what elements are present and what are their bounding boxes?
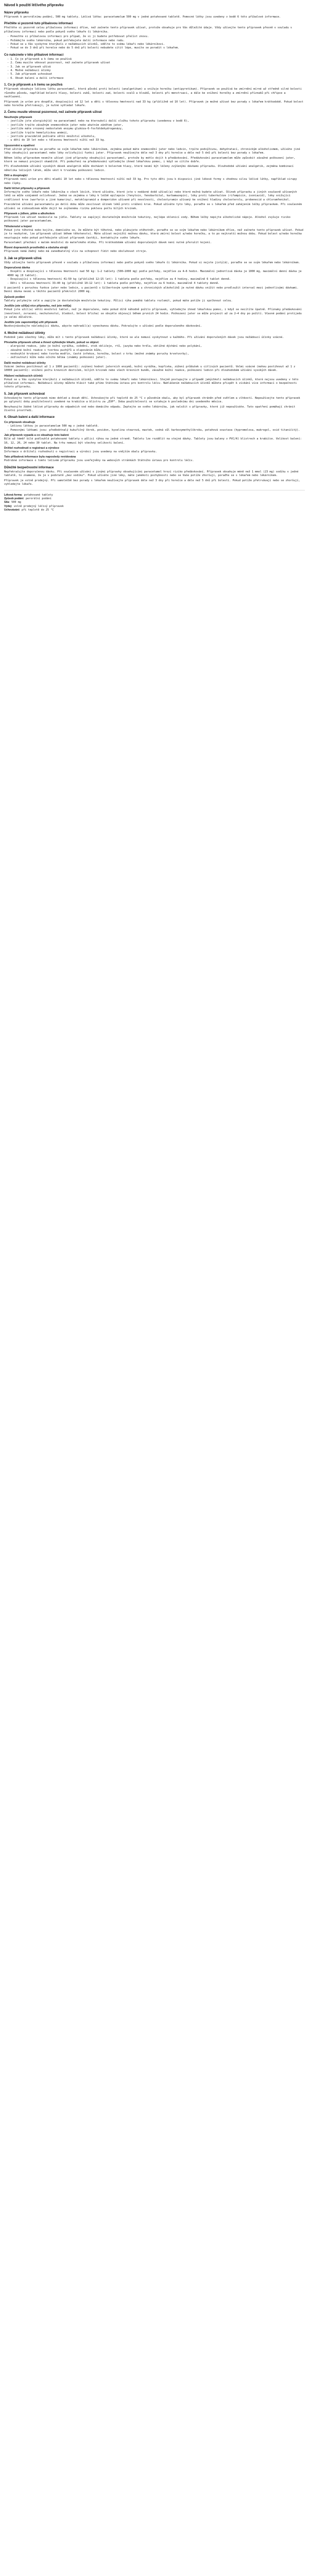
paragraph: Přečtěte si pozorně celou příbalovou informaci dříve, než začnete tento přípravek užívat, protože obsahuje pro Vás důležité údaje. Vždy užívejte tento přípravek přesně v souladu s příbalovou informací nebo podle pokynů svého lékaře či lékárníka. bbox=[4, 26, 293, 33]
footer-field bbox=[4, 494, 305, 497]
section-heading: Název přípravku bbox=[4, 11, 29, 14]
sub-heading: Doporučená dávka bbox=[4, 266, 30, 270]
paragraph: Nevyhazujte žádné léčivé přípravky do odpadních vod nebo domácího odpadu. Zeptejte se svého lékárníka, jak naložit s přípravky, které již nepoužíváte. Tato opatření pomáhají chránit životní prostředí. bbox=[4, 405, 296, 413]
list-item: - Pokud se do 3 dnů při horečce nebo do 5 dnů při bolesti nebudete cítit lépe, musíte se poradit s lékařem. bbox=[7, 46, 305, 50]
sub-heading: Způsob podání bbox=[4, 295, 25, 299]
paragraph: Během léčby přípravkem nesmíte užívat jiné přípravky obsahující paracetamol, protože by mohlo dojít k předávkování. Předávkování paracetamolem může způsobit závažné poškození jater, které se nemusí projevit okamžitě. Při podezření na předávkování vyhledejte ihned lékařskou pomoc, i když se cítíte dobře. bbox=[4, 156, 296, 163]
list-item: - Dospělí a dospívající s tělesnou hmotností nad 50 kg: 1–2 tablety (500–1000 mg) podle potřeby, nejdříve za 4–6 hodin. Maximální jednotlivá dávka je 1000 mg, maximální denní dávka je 4000 mg (8 tablet). bbox=[7, 270, 305, 278]
footer-field-label: Síla: bbox=[4, 501, 10, 504]
paragraph: Přípravek lze užívat nezávisle na jídle. Tablety se zapíjejí dostatečným množstvím tekutiny, nejlépe sklenicí vody. Během léčby nepijte alkoholické nápoje. Alkohol zvyšuje riziko poškození jater paracetamolem. bbox=[4, 216, 290, 223]
sub-heading: Co přípravek obsahuje bbox=[4, 421, 36, 425]
bullet-list bbox=[4, 345, 305, 360]
footer-field-value: 500 mg bbox=[11, 501, 21, 504]
section-heading: 1. Co je přípravek a k čemu se používá bbox=[4, 83, 63, 87]
section-heading: 3. Jak se přípravek užívá bbox=[4, 256, 42, 260]
section bbox=[4, 21, 305, 50]
list-item: - jestliže trpíte hemolytickou anémií, bbox=[7, 131, 305, 135]
list-item: - jestliže trpíte závažným onemocněním jater nebo akutním zánětem jater, bbox=[7, 124, 305, 127]
list-item: - Požádejte svého lékárníka, pokud potřebujete další informace nebo radu. bbox=[7, 39, 305, 43]
paragraph: Přípravek k perorálnímu podání, 500 mg tablety. Léčivá látka: paracetamolum 500 mg v jedné potahované tabletě. Pomocné látky jsou uvedeny v bodě 6 této příbalové informace. bbox=[4, 15, 281, 19]
sub-heading: Neužívejte přípravek bbox=[4, 116, 32, 120]
list-item: - 3. Jak se přípravek užívá bbox=[7, 65, 305, 69]
section bbox=[4, 415, 305, 463]
list-item: - zežloutnutí kůže nebo očního bělma (známky poškození jater). bbox=[7, 356, 305, 360]
sub-heading: Další léčivé přípravky a přípravek bbox=[4, 187, 50, 190]
sub-heading: Přestaňte přípravek užívat a ihned vyhledejte lékaře, pokud se objeví: bbox=[4, 341, 99, 345]
list-item: - 6. Obsah balení a další informace bbox=[7, 77, 305, 80]
paragraph: Nepřekračujte doporučenou dávku. Při současném užívání s jinými přípravky obsahujícími paracetamol hrozí riziko předávkování. Přípravek obsahuje méně než 1 mmol (23 mg) sodíku v jedné tabletě, to znamená, že je v podstatě „bez sodíku“. Pokud užíváte jiné léky, máte jakékoli pochybnosti nebo se Vaše potíže zhoršují, poraďte se s lékařem nebo lékárníkem. bbox=[4, 470, 299, 478]
sub-heading: Děti a dospívající bbox=[4, 174, 28, 178]
sub-heading: Řízení dopravních prostředků a obsluha strojů bbox=[4, 246, 68, 250]
paragraph: Pokud se u Vás vyskytne kterýkoli z nežádoucích účinků, sdělte to svému lékaři nebo lékárníkovi. Stejně postupujte v případě jakýchkoli nežádoucích účinků, které nejsou uvedeny v této příbalové informaci. Nežádoucí účinky můžete hlásit také přímo Státnímu ústavu pro kontrolu léčiv. Nahlášením nežádoucích účinků můžete přispět k získání více informací o bezpečnosti tohoto přípravku. bbox=[4, 378, 299, 389]
list-item: - alergické reakce, jako je kožní vyrážka, svědění, otok obličeje, rtů, jazyka nebo hrdla, obtížné dýchání nebo polykání, bbox=[7, 345, 305, 348]
list-item: - jestliže jste alergický(á) na paracetamol nebo na kteroukoli další složku tohoto přípravku (uvedenou v bodě 6), bbox=[7, 120, 305, 123]
bullet-list bbox=[4, 58, 305, 80]
paragraph: Vždy užívejte tento přípravek přesně v souladu s příbalovou informací nebo podle pokynů svého lékaře či lékárníka. Pokud si nejste jistý(á), poraďte se se svým lékařem nebo lékárníkem. bbox=[4, 261, 300, 264]
list-item: - Léčivou látkou je paracetamolum 500 mg v jedné tabletě. bbox=[7, 425, 305, 428]
section-heading: 6. Obsah balení a další informace bbox=[4, 415, 55, 419]
section-heading: 2. Čemu musíte věnovat pozornost, než začnete přípravek užívat bbox=[4, 110, 102, 114]
list-item: - Pomocnými látkami jsou: předbobtnalý kukuřičný škrob, povidon, kyselina stearová, mastek, sodná sůl karboxymethylškrobu, potahová soustava (hypromelosa, makrogol, oxid titaničitý). bbox=[7, 429, 305, 432]
section-heading: 4. Možné nežádoucí účinky bbox=[4, 331, 45, 335]
bullet-list bbox=[4, 35, 305, 50]
sub-heading: Těhotenství a kojení bbox=[4, 225, 32, 228]
paragraph: Přípravek je volně prodejný. Při samoléčbě bez porady s lékařem neužívejte přípravek déle než 3 dny při horečce a déle než 5 dnů při bolesti. Pokud potíže přetrvávají nebo se zhoršují, vyhledejte lékaře. bbox=[4, 479, 300, 486]
footer-field-label: Uchovávání: bbox=[4, 509, 20, 512]
sub-heading: Upozornění a opatření bbox=[4, 144, 35, 147]
section-heading: Přečtěte si pozorně tuto příbalovou informaci bbox=[4, 22, 73, 26]
section bbox=[4, 53, 305, 80]
section bbox=[4, 82, 305, 108]
list-item: - neobvyklé krvácení nebo tvorba modřin, časté infekce, horečka, bolest v krku (možné známky poruchy krvetvorby), bbox=[7, 352, 305, 356]
paragraph: Podrobné informace o tomto léčivém přípravku jsou uveřejněny na webových stránkách Státního ústavu pro kontrolu léčiv. bbox=[4, 459, 194, 463]
list-item: - Dospívající s tělesnou hmotností 41–50 kg (přibližně 12–15 let): 1 tableta podle potřeby, nejdříve za 4 hodiny, maximálně 6 tablet denně. bbox=[7, 278, 305, 281]
sub-heading: Jestliže jste zapomněl(a) užít přípravek bbox=[4, 321, 58, 325]
section-heading: Důležité bezpečnostní informace bbox=[4, 465, 54, 469]
list-item: - jestliže pravidelně požíváte větší množství alkoholu, bbox=[7, 135, 305, 139]
section-heading: Co naleznete v této příbalové informaci bbox=[4, 53, 64, 57]
section bbox=[4, 331, 305, 389]
paragraph: Nezdvojnásobujte následující dávku, abyste nahradil(a) vynechanou dávku. Pokračujte v užívání podle doporučeného dávkování. bbox=[4, 325, 202, 328]
section bbox=[4, 10, 305, 19]
sub-heading: Přípravek s jídlem, pitím a alkoholem bbox=[4, 212, 55, 216]
paragraph: Podobně jako všechny léky, může mít i tento přípravek nežádoucí účinky, které se ale nemusí vyskytnout u každého. Při užívání doporučených dávek jsou nežádoucí účinky vzácné. bbox=[4, 335, 284, 339]
footer-field-label: Léková forma: bbox=[4, 493, 23, 497]
section bbox=[4, 465, 305, 487]
paragraph: Před užitím přípravku se poraďte se svým lékařem nebo lékárníkem, zejména pokud máte onemocnění jater nebo ledvin, trpíte podvýživou, dehydratací, chronickým alkoholismem, užíváte jiné léky obsahující paracetamol nebo léky ovlivňující funkci jater. Přípravek neužívejte déle než 3 dny při horečce a déle než 5 dnů při bolesti bez porady s lékařem. bbox=[4, 147, 300, 155]
bullet-list bbox=[4, 425, 305, 432]
paragraph: Přípravek není určen pro děti mladší 10 let nebo s tělesnou hmotností nižší než 33 kg. Pro tyto děti jsou k dispozici jiné lékové formy s vhodnou silou léčivé látky, například sirupy nebo čípky. bbox=[4, 178, 297, 185]
bullet-list bbox=[4, 120, 305, 142]
document-sections bbox=[4, 10, 305, 487]
footer-field-value: při teplotě do 25 °C bbox=[21, 509, 54, 512]
paragraph: Informujte svého lékaře nebo lékárníka o všech lécích, které užíváte, které jste v nedávné době užíval(a) nebo které možná budete užívat. Účinek přípravku a jiných současně užívaných léků se může vzájemně ovlivňovat. Jedná se zejména o léky k léčbě epilepsie (fenytoin, fenobarbital, karbamazepin), léky proti tuberkulóze (rifampicin, isoniazid), léky snižující srážlivost krve (warfarin a jiné kumariny), metoklopramid a domperidon užívané při nevolnosti, cholestyramin užívaný ke snížení hladiny cholesterolu, probenecid a chloramfenikol. bbox=[4, 191, 297, 201]
paragraph: Při dlouhodobém užívání vysokých dávek analgetik může docházet k bolestem hlavy, které nesmí být léčeny zvýšenými dávkami přípravku. Dlouhodobé užívání analgetik, zejména kombinací několika léčivých látek, může vést k trvalému poškození ledvin. bbox=[4, 165, 294, 172]
paragraph: Pokud jste užil(a) větší množství tablet, než je doporučeno, nebo pokud dítě náhodně požilo přípravek, vyhledejte ihned lékařskou pomoc, i když se necítíte špatně. Příznaky předávkování (nevolnost, zvracení, nechutenství, bledost, bolest břicha) se obvykle objevují během prvních 24 hodin. Poškození jater se může projevit až za 2–4 dny po požití. Včasné podání protijedu je velmi důležité. bbox=[4, 308, 302, 319]
paragraph: Bílé až téměř bílé podlouhlé potahované tablety s půlicí rýhou na jedné straně. Tabletu lze rozdělit na stejné dávky. Tablety jsou baleny v PVC/Al blistrech a krabičce. Velikost balení: 10, 12, 20, 24 nebo 30 tablet. Na trhu nemusí být všechny velikosti balení. bbox=[4, 437, 302, 445]
footer-field bbox=[4, 505, 305, 509]
sub-heading: Jestliže jste užil(a) více přípravku, než jste měl(a) bbox=[4, 304, 72, 308]
list-item: - jestliže máte vrozený nedostatek enzymu glukóza-6-fosfátdehydrogenázy, bbox=[7, 127, 305, 131]
sub-heading: Držitel rozhodnutí o registraci a výrobce bbox=[4, 447, 59, 450]
list-item: - u dětí do 10 let nebo s tělesnou hmotností nižší než 33 kg. bbox=[7, 139, 305, 142]
footer-field bbox=[4, 497, 305, 501]
paragraph: Přípravek obsahuje léčivou látku paracetamol, která působí proti bolesti (analgetikum) a snižuje horečku (antipyretikum). Přípravek se používá ke zmírnění mírné až středně silné bolesti různého původu, například bolesti hlavy, bolesti zubů, bolesti zad, bolesti svalů a kloubů, bolesti při menstruaci, a dále ke snížení horečky a zmírnění příznaků při chřipce a nachlazení. bbox=[4, 88, 302, 99]
sub-heading: Jak přípravek vypadá a co obsahuje toto balení bbox=[4, 434, 69, 437]
bullet-list bbox=[4, 270, 305, 285]
list-item: - 5. Jak přípravek uchovávat bbox=[7, 73, 305, 76]
footer-field-label: Způsob podání: bbox=[4, 497, 24, 500]
footer-field-value: potahované tablety bbox=[24, 493, 53, 497]
document-footer bbox=[4, 494, 305, 513]
footer-field-value: perorální podání bbox=[26, 497, 52, 500]
paragraph: Pravidelné užívání paracetamolu po delší dobu může zesilovat účinek léků proti srážení krve. Pokud užíváte tyto léky, poraďte se s lékařem před zahájením léčby přípravkem. Při současném užívání se zidovudinem může dojít ke zvýšenému riziku poklesu počtu bílých krvinek. bbox=[4, 203, 302, 210]
footer-field bbox=[4, 501, 305, 504]
paragraph: Pokud jste těhotná nebo kojíte, domníváte se, že můžete být těhotná, nebo plánujete otěhotnět, poraďte se se svým lékařem nebo lékárníkem dříve, než začnete tento přípravek užívat. Pokud je to nezbytné, lze přípravek užívat během těhotenství. Máte užívat nejnižší možnou dávku, která zmírní bolest a/nebo horečku, a to po nejkratší možnou dobu. Pokud bolest a/nebo horečka neustupuje nebo pokud potřebujete užívat přípravek častěji, kontaktujte svého lékaře. bbox=[4, 228, 303, 240]
footer-field bbox=[4, 509, 305, 512]
sub-heading: Další možné nežádoucí účinky bbox=[4, 361, 46, 365]
paragraph: Vzácné (mohou postihnout až 1 z 1000 pacientů): zvýšení hodnot jaterních enzymů, kožní vyrážka, kopřivka, zúžení průdušek u citlivých pacientů. Velmi vzácné (mohou postihnout až 1 z 10000 pacientů): snížení počtu krevních destiček, bílých krvinek nebo všech krevních buněk, závažné kožní reakce, poškození ledvin při dlouhodobém užívání vysokých dávek. bbox=[4, 365, 296, 372]
section bbox=[4, 392, 305, 413]
section-heading: 5. Jak přípravek uchovávat bbox=[4, 392, 45, 396]
paragraph: Informace o držiteli rozhodnutí o registraci a výrobci jsou uvedeny na vnějším obalu přípravku. bbox=[4, 450, 157, 454]
list-item: - 1. Co je přípravek a k čemu se používá bbox=[7, 58, 305, 61]
paragraph: Přípravek nemá žádný nebo má zanedbatelný vliv na schopnost řídit nebo obsluhovat stroje. bbox=[4, 250, 147, 253]
list-item: - závažné kožní reakce s tvorbou puchýřů a olupováním kůže, bbox=[7, 349, 305, 352]
list-item: - Ponechte si příbalovou informaci pro případ, že si ji budete potřebovat přečíst znovu. bbox=[7, 35, 305, 39]
sub-heading: Tato příbalová informace byla naposledy revidována bbox=[4, 455, 76, 459]
sub-heading: Hlášení nežádoucích účinků bbox=[4, 374, 43, 378]
list-item: - Děti s tělesnou hmotností 33–40 kg (přibližně 10–12 let): 1 tableta podle potřeby, nejdříve za 6 hodin, maximálně 4 tablety denně. bbox=[7, 282, 305, 285]
section bbox=[4, 256, 305, 329]
list-item: - 2. Čemu musíte věnovat pozornost, než začnete přípravek užívat bbox=[7, 61, 305, 65]
footer-field-value: volně prodejný léčivý přípravek bbox=[13, 504, 64, 508]
list-item: - Pokud se u Vás vyskytne kterýkoli z nežádoucích účinků, sdělte to svému lékaři nebo lékárníkovi. bbox=[7, 43, 305, 46]
document-title: Návod k použití léčivého přípravku bbox=[4, 4, 64, 7]
list-item: - 4. Možné nežádoucí účinky bbox=[7, 69, 305, 73]
section bbox=[4, 110, 305, 254]
paragraph: Tablety polykejte celé a zapijte je dostatečným množstvím tekutiny. Půlicí rýha pomáhá tabletu rozlomit, pokud máte potíže ji spolknout celou. bbox=[4, 299, 233, 302]
paragraph: Uchovávejte tento přípravek mimo dohled a dosah dětí. Uchovávejte při teplotě do 25 °C v původním obalu, aby byl přípravek chráněn před světlem a vlhkostí. Nepoužívejte tento přípravek po uplynutí doby použitelnosti uvedené na krabičce a blistru za „EXP“. Doba použitelnosti se vztahuje k poslednímu dni uvedeného měsíce. bbox=[4, 396, 300, 404]
document bbox=[0, 0, 309, 519]
paragraph: Přípravek je určen pro dospělé, dospívající od 12 let a děti s tělesnou hmotností nad 33 kg (přibližně od 10 let). Přípravek je možné užívat bez porady s lékařem krátkodobě. Pokud bolest nebo horečka přetrvávají, je nutné vyhledat lékaře. bbox=[4, 100, 303, 107]
paragraph: U pacientů s poruchou funkce jater nebo ledvin, u pacientů s Gilbertovým syndromem a u chronických alkoholiků je nutné dávku snížit nebo prodloužit interval mezi jednotlivými dávkami. Denní dávka nesmí u těchto pacientů překročit 2000 mg. bbox=[4, 286, 299, 294]
paragraph: Paracetamol přechází v malém množství do mateřského mléka. Při krátkodobém užívání doporučených dávek není nutné přerušit kojení. bbox=[4, 241, 212, 245]
footer-field-label: Výdej: bbox=[4, 504, 12, 508]
